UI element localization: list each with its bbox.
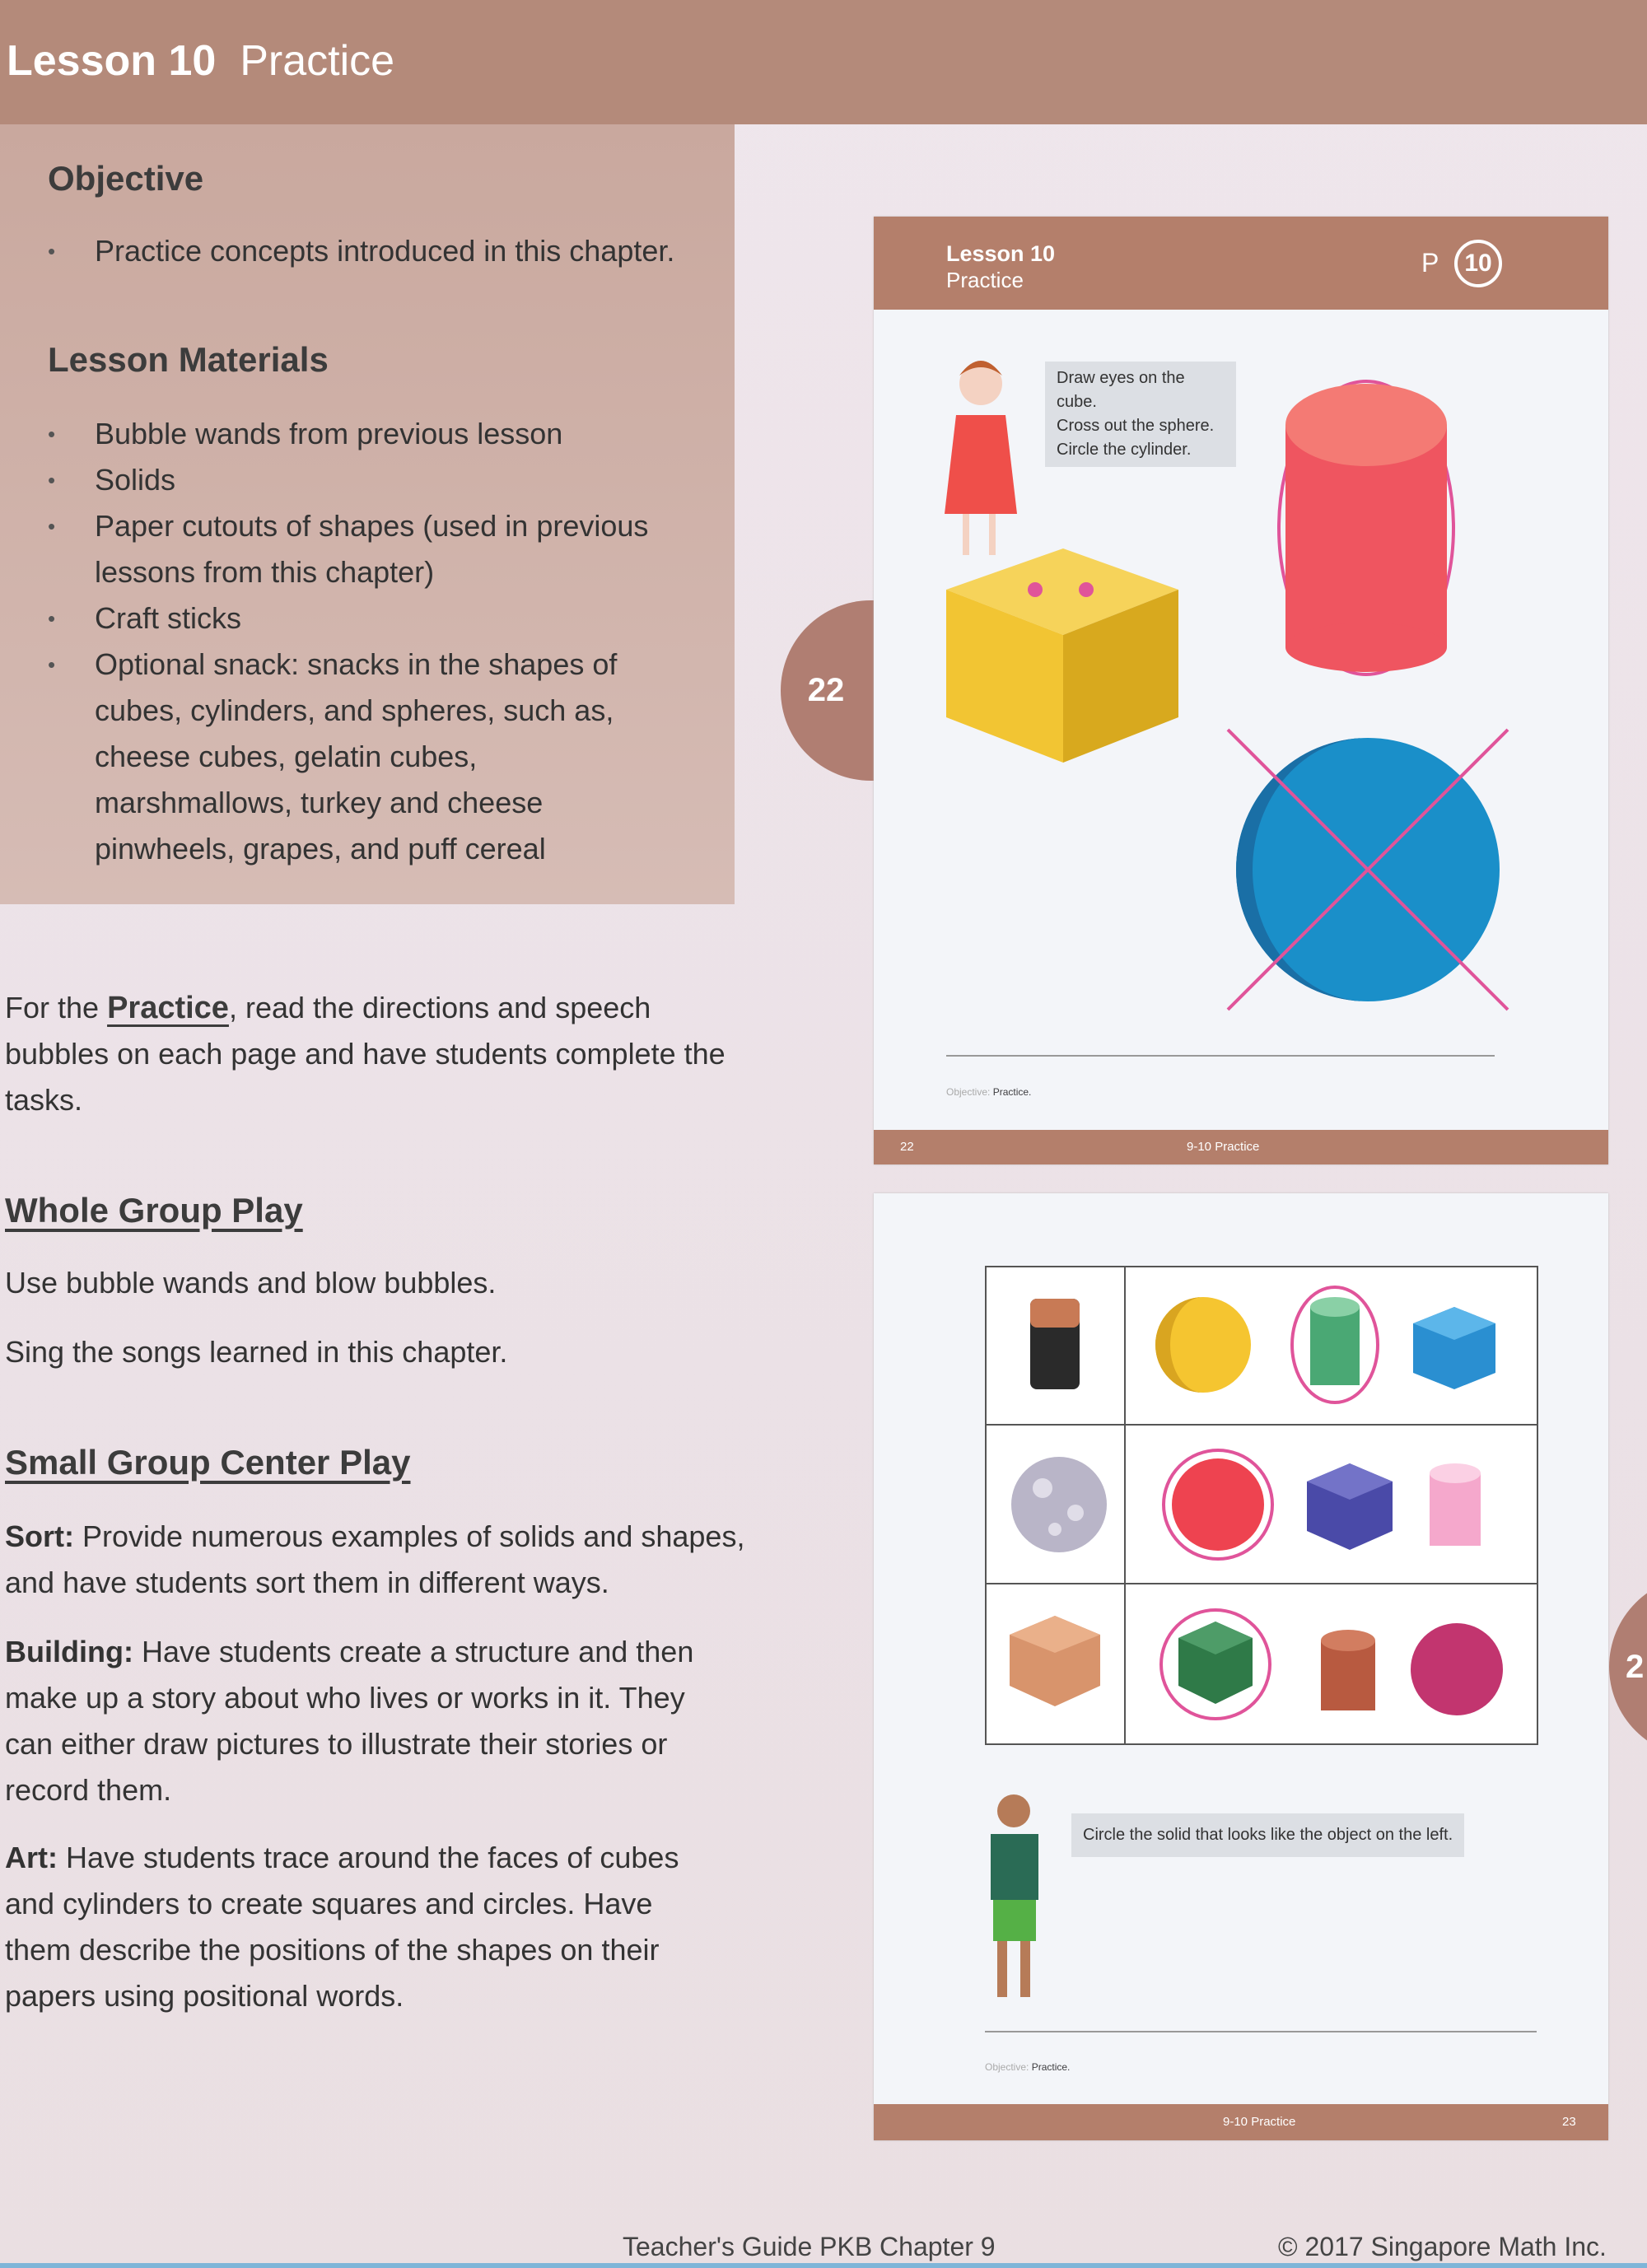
- materials-heading: Lesson Materials: [48, 340, 329, 379]
- badge-number: 10: [1454, 240, 1502, 287]
- speech-bubble: Draw eyes on the cube. Cross out the sphere. Circle the cylinder.: [1045, 362, 1236, 467]
- practice-link[interactable]: Practice: [107, 991, 229, 1025]
- lesson-header: [0, 0, 1647, 124]
- footer-copyright: © 2017 Singapore Math Inc.: [1278, 2232, 1607, 2261]
- battery-icon: [1030, 1299, 1080, 1389]
- list-item: • Practice concepts introduced in this chapter.: [48, 228, 690, 274]
- whole-group-line: Use bubble wands and blow bubbles.: [5, 1266, 497, 1300]
- list-item: • Optional snack: snacks in the shapes of cubes, cylinders, and spheres, such as, cheese cubes, gelatin cubes, marshmallows, turkey and cheese pinwheels, grapes, and puff cereal: [48, 642, 632, 872]
- yellow-sphere-shape: [1155, 1297, 1251, 1393]
- page-footer-title: 9-10 Practice: [1187, 1140, 1260, 1154]
- page-objective: Objective: Practice.: [985, 2061, 1071, 2073]
- scan-edge: [0, 2263, 1647, 2268]
- page-number: 22: [900, 1140, 914, 1154]
- small-group-heading: Small Group Center Play: [5, 1443, 411, 1482]
- objective-heading: Objective: [48, 159, 204, 198]
- page-title: Practice: [946, 268, 1024, 292]
- blue-cube-shape: [1413, 1307, 1495, 1389]
- pink-cylinder-shape: [1430, 1463, 1481, 1546]
- page-tab-23: 2: [1609, 1576, 1647, 1757]
- practice-illustrations: [874, 310, 1608, 1133]
- objective-list: [48, 228, 690, 274]
- page-lesson: Lesson 10: [946, 241, 1056, 266]
- materials-list: [48, 411, 698, 872]
- badge-prefix: P: [1421, 248, 1439, 278]
- objective-box: [0, 124, 735, 904]
- matching-table: [985, 1266, 1538, 1745]
- footer-book: Teacher's Guide PKB Chapter 9: [623, 2232, 996, 2261]
- magenta-sphere-shape: [1411, 1623, 1503, 1715]
- page-footer-band: [874, 2104, 1608, 2140]
- practice-paragraph: For the Practice, read the directions and speech bubbles on each page and have students complete the tasks.: [5, 991, 726, 1117]
- cube-shape: [946, 548, 1178, 763]
- student-page-22: [874, 217, 1608, 1164]
- page-objective: Objective: Practice.: [946, 1086, 1032, 1098]
- boy-figure-icon: [981, 1793, 1055, 2007]
- lesson-title: Lesson 10 Practice: [7, 37, 395, 85]
- list-item: • Paper cutouts of shapes (used in previous lessons from this chapter): [48, 503, 698, 595]
- answer-line: [985, 2031, 1537, 2032]
- brown-cylinder-shape: [1321, 1630, 1375, 1710]
- list-item: • Bubble wands from previous lesson: [48, 411, 698, 457]
- small-group-art: Art: Have students trace around the faces of cubes and cylinders to create squares and circles. Have them describe the positions of the shapes on their papers using positional words.: [5, 1841, 679, 2013]
- small-group-building: Building: Have students create a structure and then make up a story about who lives or works in it. They can either draw pictures to illustrate their stories or record them.: [5, 1635, 694, 1807]
- page-tab-22: 22: [781, 600, 904, 781]
- small-group-sort: Sort: Provide numerous examples of solids and shapes, and have students sort them in different ways.: [5, 1519, 745, 1599]
- sphere-shape: [1228, 730, 1508, 1010]
- page-footer-title: 9-10 Practice: [1223, 2115, 1296, 2129]
- answer-line: [946, 1055, 1495, 1057]
- list-item: • Solids: [48, 457, 698, 503]
- whole-group-line: Sing the songs learned in this chapter.: [5, 1335, 508, 1369]
- cylinder-shape: [1279, 381, 1453, 674]
- page-header-band: [874, 217, 1608, 310]
- girl-figure-icon: [945, 361, 1017, 555]
- page-footer-band: [874, 1130, 1608, 1164]
- ball-icon: [1011, 1457, 1107, 1552]
- list-item: • Craft sticks: [48, 595, 698, 642]
- page-number: 23: [1562, 2115, 1576, 2129]
- whole-group-heading: Whole Group Play: [5, 1191, 303, 1230]
- speech-bubble: Circle the solid that looks like the object on the left.: [1071, 1813, 1464, 1857]
- red-sphere-shape: [1164, 1450, 1272, 1559]
- student-page-23: [874, 1193, 1608, 2140]
